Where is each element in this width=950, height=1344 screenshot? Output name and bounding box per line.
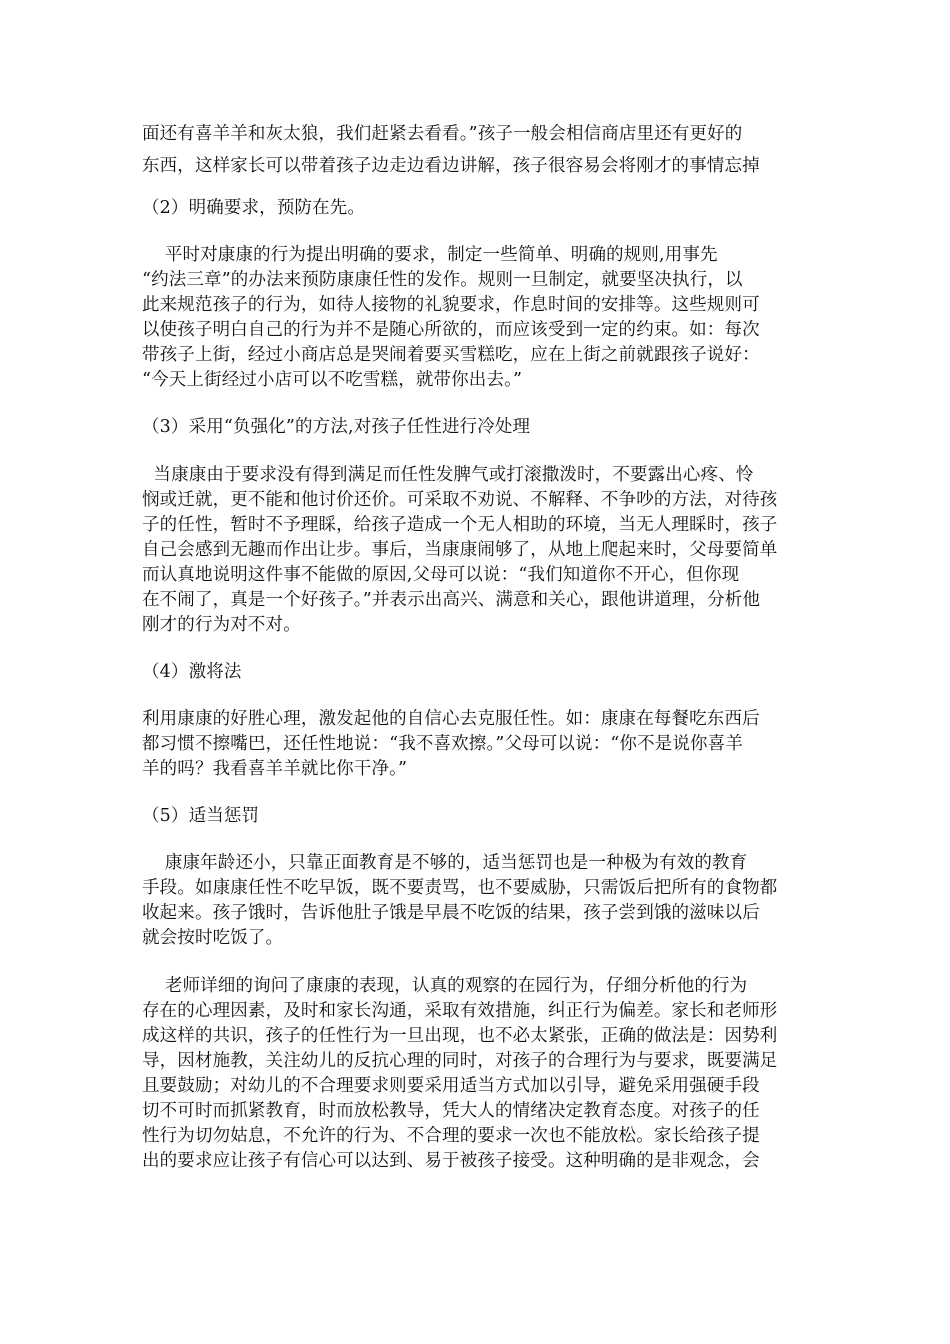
body-text-line: 手段。如康康任性不吃早饭，既不要责骂，也不要威胁，只需饭后把所有的食物都 (142, 878, 778, 898)
body-text-line: 利用康康的好胜心理，激发起他的自信心去克服任性。如：康康在每餐吃东西后 (142, 709, 760, 729)
body-text-line: “今天上街经过小店可以不吃雪糕，就带你出去。” (142, 370, 523, 390)
body-text-line: 以使孩子明白自己的行为并不是随心所欲的，而应该受到一定的约束。如：每次 (142, 320, 760, 340)
body-text-line: 平时对康康的行为提出明确的要求，制定一些简单、明确的规则,用事先 (142, 245, 718, 265)
body-text-line: 导，因材施教，关注幼儿的反抗心理的同时，对孩子的合理行为与要求，既要满足 (142, 1051, 778, 1071)
body-text-line: 当康康由于要求没有得到满足而任性发脾气或打滚撒泼时，不要露出心疼、怜 (142, 465, 754, 485)
section-heading: （2）明确要求，预防在先。 (142, 198, 366, 218)
section-heading: （4）激将法 (142, 662, 242, 682)
body-text-line: 悯或迁就，更不能和他讨价还价。可采取不劝说、不解释、不争吵的方法，对待孩 (142, 490, 778, 510)
body-text-line: 存在的心理因素，及时和家长沟通，采取有效措施，纠正行为偏差。家长和老师形 (142, 1001, 778, 1021)
body-text-line: 刚才的行为对不对。 (142, 615, 301, 635)
body-text-line: 收起来。孩子饿时，告诉他肚子饿是早晨不吃饭的结果，孩子尝到饿的滋味以后 (142, 903, 760, 923)
body-text-line: 子的任性，暂时不予理睬，给孩子造成一个无人相助的环境，当无人理睬时，孩子 (142, 515, 778, 535)
body-text-line: 羊的吗？我看喜羊羊就比你干净。” (142, 759, 408, 779)
body-text-line: 切不可时而抓紧教育，时而放松教导，凭大人的情绪决定教育态度。对孩子的任 (142, 1101, 760, 1121)
body-text-line: 就会按时吃饭了。 (142, 928, 284, 948)
body-text-line: 都习惯不擦嘴巴，还任性地说：“我不喜欢擦。”父母可以说：“你不是说你喜羊 (142, 734, 743, 754)
body-text-line: 性行为切勿姑息，不允许的行为、不合理的要求一次也不能放松。家长给孩子提 (142, 1126, 760, 1146)
body-text-line: 东西，这样家长可以带着孩子边走边看边讲解，孩子很容易会将刚才的事情忘掉 (142, 156, 760, 176)
section-heading: （5）适当惩罚 (142, 806, 260, 826)
body-text-line: 此来规范孩子的行为，如待人接物的礼貌要求，作息时间的安排等。这些规则可 (142, 295, 760, 315)
body-text-line: 而认真地说明这件事不能做的原因,父母可以说：“我们知道你不开心，但你现 (142, 565, 740, 585)
body-text-line: “约法三章”的办法来预防康康任性的发作。规则一旦制定，就要坚决执行，以 (142, 270, 743, 290)
body-text-line: 老师详细的询问了康康的表现，认真的观察的在园行为，仔细分析他的行为 (142, 976, 748, 996)
body-text-line: 出的要求应让孩子有信心可以达到、易于被孩子接受。这种明确的是非观念，会 (142, 1151, 760, 1171)
body-text-line: 面还有喜羊羊和灰太狼，我们赶紧去看看。”孩子一般会相信商店里还有更好的 (142, 124, 743, 144)
body-text-line: 自己会感到无趣而作出让步。事后，当康康闹够了，从地上爬起来时，父母要简单 (142, 540, 778, 560)
body-text-line: 在不闹了，真是一个好孩子。”并表示出高兴、满意和关心，跟他讲道理，分析他 (142, 590, 761, 610)
body-text-line: 带孩子上街，经过小商店总是哭闹着要买雪糕吃，应在上街之前就跟孩子说好： (142, 345, 760, 365)
section-heading: （3）采用“负强化”的方法,对孩子任性进行冷处理 (142, 417, 531, 437)
body-text-line: 成这样的共识，孩子的任性行为一旦出现，也不必太紧张，正确的做法是：因势利 (142, 1026, 778, 1046)
body-text-line: 且要鼓励；对幼儿的不合理要求则要采用适当方式加以引导，避免采用强硬手段 (142, 1076, 760, 1096)
body-text-line: 康康年龄还小，只靠正面教育是不够的，适当惩罚也是一种极为有效的教育 (142, 853, 748, 873)
